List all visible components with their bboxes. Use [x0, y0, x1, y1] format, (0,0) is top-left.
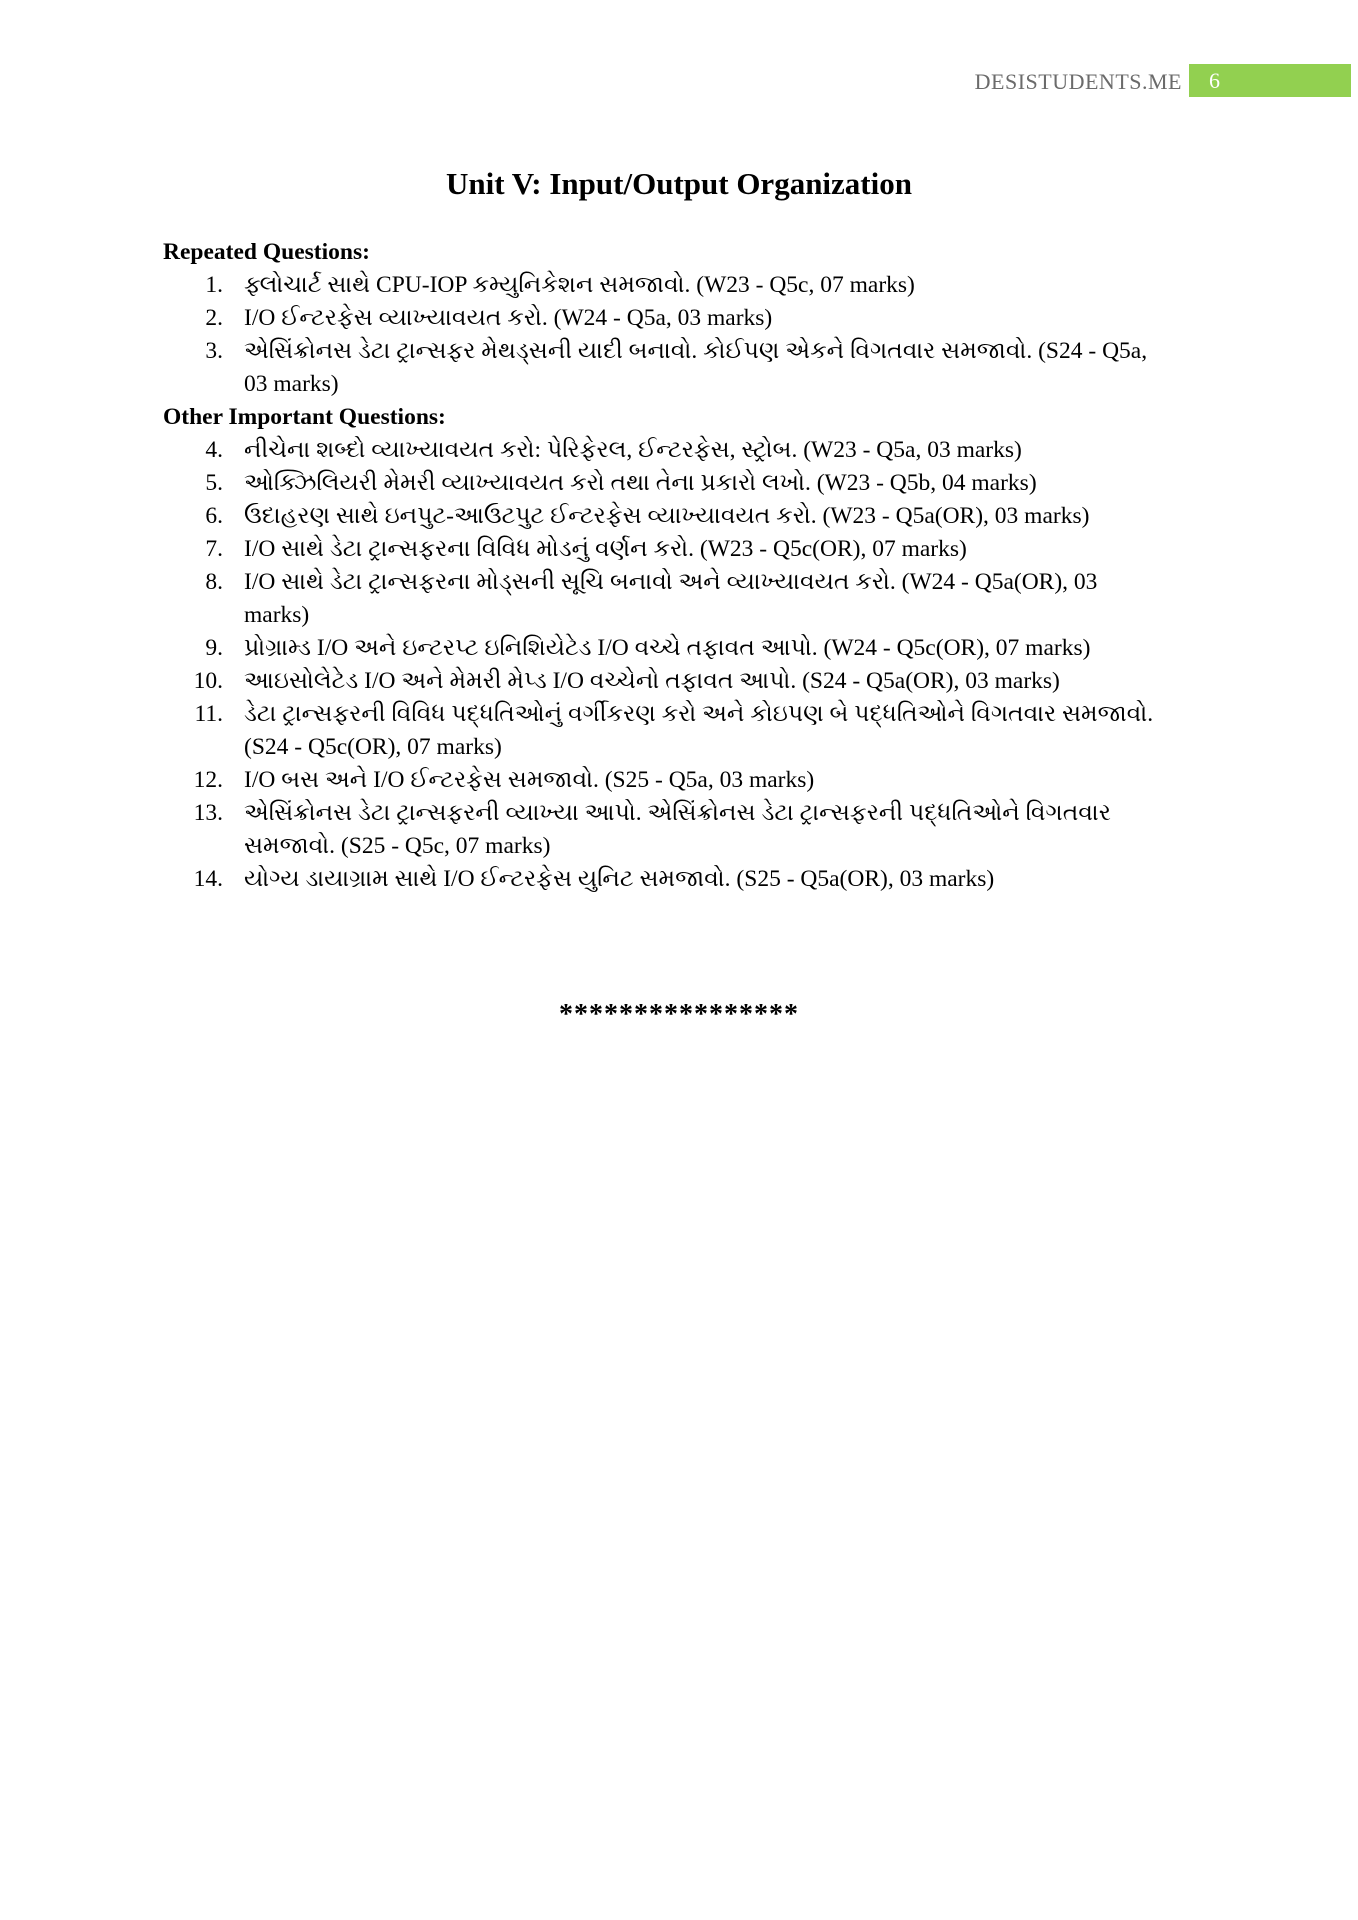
question-text: I/O ઈન્ટરફેસ વ્યાખ્યાવયત કરો. (W24 - Q5a, 03 marks) [244, 305, 773, 331]
question-number: 8. [205, 569, 223, 595]
question-text: I/O બસ અને I/O ઈન્ટરફેસ સમજાવો. (S25 - Q5a, 03 marks) [244, 767, 815, 793]
question-item [163, 269, 1163, 302]
other-important-questions-section [163, 401, 1163, 896]
question-item [163, 533, 1163, 566]
question-list [163, 269, 1163, 401]
question-number: 2. [205, 305, 223, 331]
question-text: આઇસોલેટેડ I/O અને મેમરી મેપ્ડ I/O વચ્ચેનો તફાવત આપો. (S24 - Q5a(OR), 03 marks) [244, 668, 1060, 694]
question-number: 11. [194, 701, 223, 727]
question-text: ફ્લોચાર્ટ સાથે CPU-IOP કમ્યુનિકેશન સમજાવો. (W23 - Q5c, 07 marks) [244, 272, 915, 298]
question-text: પ્રોગ્રામ્ડ I/O અને ઇન્ટરપ્ટ ઇનિશિયેટેડ I/O વચ્ચે તફાવત આપો. (W24 - Q5c(OR), 07 marks) [244, 635, 1091, 661]
question-text: ઉદાહરણ સાથે ઇનપુટ-આઉટપુટ ઈન્ટરફેસ વ્યાખ્યાવયત કરો. (W23 - Q5a(OR), 03 marks) [244, 503, 1090, 529]
question-item [163, 632, 1163, 665]
question-number: 7. [205, 536, 223, 562]
section-heading: Other Important Questions: [163, 404, 446, 430]
question-item [163, 467, 1163, 500]
question-item [163, 500, 1163, 533]
page-number-badge [1189, 64, 1351, 97]
question-list [163, 434, 1163, 896]
questions-content [163, 236, 1163, 896]
question-number: 4. [205, 437, 223, 463]
question-number: 1. [205, 272, 223, 298]
question-text: I/O સાથે ડેટા ટ્રાન્સફરના વિવિધ મોડનું વર્ણન કરો. (W23 - Q5c(OR), 07 marks) [244, 536, 967, 562]
question-text: યોગ્ય ડાયાગ્રામ સાથે I/O ઈન્ટરફેસ યુનિટ સમજાવો. (S25 - Q5a(OR), 03 marks) [244, 866, 995, 892]
question-number: 10. [193, 668, 223, 694]
repeated-questions-section [163, 236, 1163, 401]
question-text: એસિંક્રોનસ ડેટા ટ્રાન્સફરની વ્યાખ્યા આપો. એસિંક્રોનસ ડેટા ટ્રાન્સફરની પદ્ધતિઓને વિગતવાર સમજાવો. (S25 - Q5c, 07 marks) [244, 800, 1111, 859]
question-item [163, 302, 1163, 335]
header-site-name: DESISTUDENTS.ME [974, 69, 1182, 94]
page-title: Unit V: Input/Output Organization [446, 166, 912, 201]
question-text: ઓક્ઝિલિયરી મેમરી વ્યાખ્યાવયત કરો તથા તેના પ્રકારો લખો. (W23 - Q5b, 04 marks) [244, 470, 1037, 496]
question-item [163, 665, 1163, 698]
section-separator: **************** [559, 999, 799, 1030]
question-item [163, 566, 1163, 632]
question-item [163, 764, 1163, 797]
question-text: ડેટા ટ્રાન્સફરની વિવિધ પદ્ધતિઓનું વર્ગીકરણ કરો અને કોઇપણ બે પદ્ધતિઓને વિગતવાર સમજાવો. (S24 - Q5c(OR), 07 marks) [244, 701, 1154, 760]
question-item [163, 335, 1163, 401]
question-item [163, 863, 1163, 896]
section-heading: Repeated Questions: [163, 239, 370, 265]
question-number: 3. [205, 338, 223, 364]
question-number: 5. [205, 470, 223, 496]
question-item [163, 797, 1163, 863]
question-number: 13. [193, 800, 223, 826]
question-number: 6. [205, 503, 223, 529]
question-number: 14. [193, 866, 223, 892]
question-text: નીચેના શબ્દો વ્યાખ્યાવયત કરો: પેરિફેરલ, ઈન્ટરફેસ, સ્ટ્રોબ. (W23 - Q5a, 03 marks) [244, 437, 1022, 463]
question-item [163, 698, 1163, 764]
question-text: એસિંક્રોનસ ડેટા ટ્રાન્સફર મેથડ્સની યાદી બનાવો. કોઈપણ એકને વિગતવાર સમજાવો. (S24 - Q5a, 03 marks) [244, 338, 1148, 397]
question-text: I/O સાથે ડેટા ટ્રાન્સફરના મોડ્સની સૂચિ બનાવો અને વ્યાખ્યાવયત કરો. (W24 - Q5a(OR), 03 marks) [244, 569, 1098, 628]
question-item [163, 434, 1163, 467]
question-number: 9. [205, 635, 223, 661]
page-number: 6 [1209, 68, 1220, 93]
question-number: 12. [193, 767, 223, 793]
